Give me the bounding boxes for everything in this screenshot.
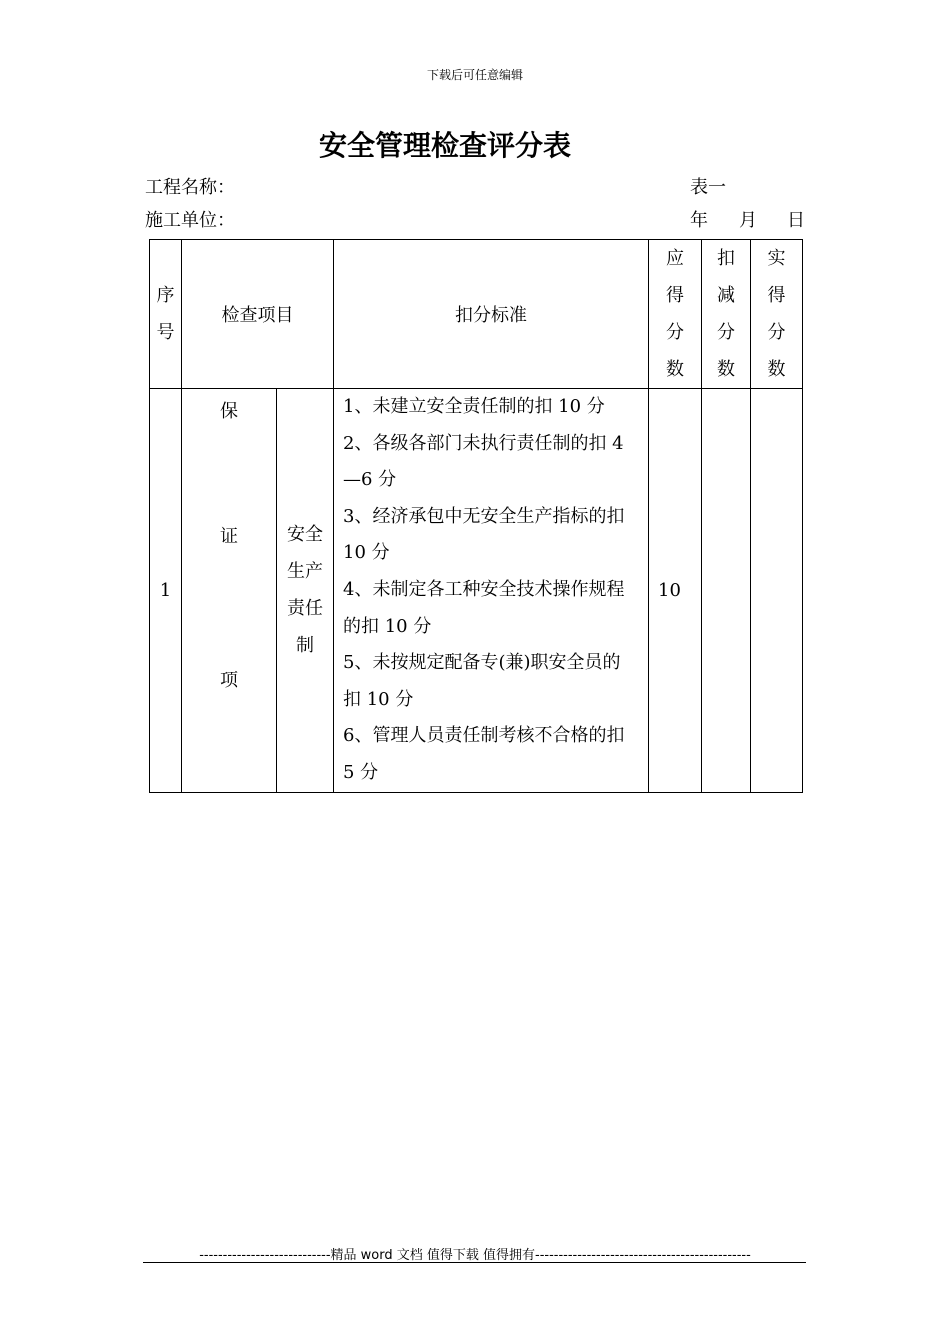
construction-unit-label: 施工单位： <box>145 210 235 231</box>
header-note: 下载后可任意编辑 <box>426 68 523 82</box>
footer-divider <box>143 1262 806 1263</box>
date-month: 月 <box>739 210 757 231</box>
row-actual-score <box>751 389 803 793</box>
header-actual-score: 实 得 分 数 <box>751 240 803 389</box>
date-day: 日 <box>787 210 805 231</box>
score-table <box>149 239 803 793</box>
table-row <box>150 389 803 793</box>
header-row <box>150 240 803 389</box>
row-criteria: 1、未建立安全责任制的扣 10 分 2、各级各部门未执行责任制的扣 4 —6 分 3、经济承包中无安全生产指标的扣 10 分 4、未制定各工种安全技术操作规程 的扣 10 分 5、未按规定配备专(兼)职安全员的 扣 10 分 6、管理人员责任制考核不合格的扣 5 分 <box>334 389 649 793</box>
row-category: 保 证 项 <box>182 389 277 793</box>
row-should-score: 10 <box>649 389 702 793</box>
table-number: 表一 <box>690 177 726 198</box>
header-criteria: 扣分标准 <box>334 240 649 389</box>
row-subitem: 安全 生产 责任 制 <box>277 389 334 793</box>
header-should-score: 应 得 分 数 <box>649 240 702 389</box>
row-seq: 1 <box>150 389 182 793</box>
header-deduct-score: 扣 减 分 数 <box>702 240 751 389</box>
header-seq: 序 号 <box>150 240 182 389</box>
header-check-item: 检查项目 <box>182 240 334 389</box>
page-title: 安全管理检查评分表 <box>318 129 571 162</box>
project-name-label: 工程名称： <box>145 177 235 198</box>
row-deduct-score <box>702 389 751 793</box>
footer-text: ----------------------------精品 word 文档 值得下载 值得拥有---------------------------------------------- <box>199 1248 751 1263</box>
date-year: 年 <box>690 210 708 231</box>
